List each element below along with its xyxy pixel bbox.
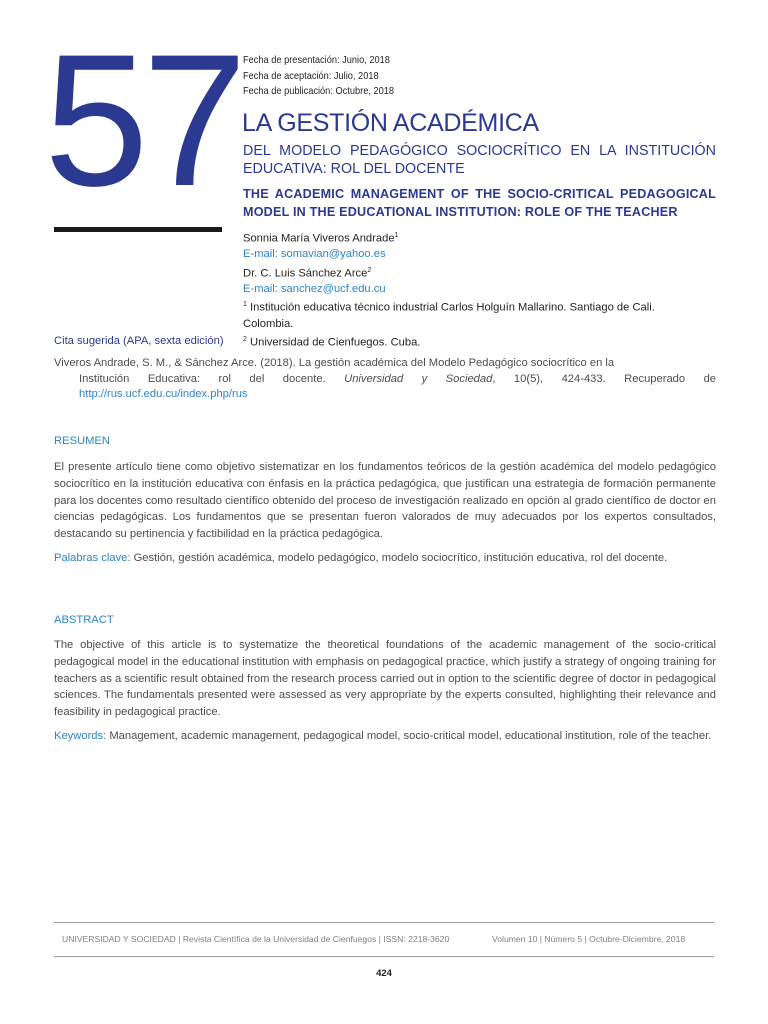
author-2	[243, 263, 713, 282]
affiliation-2-text: Universidad de Cienfuegos. Cuba.	[250, 336, 421, 349]
affiliation-1-marker: 1	[243, 301, 247, 309]
footer-rule-top	[54, 922, 714, 923]
author-1-name: Sonnia María Viveros Andrade	[243, 232, 395, 245]
article-number: 57	[44, 15, 242, 225]
author-2-email-label: E-mail:	[243, 282, 281, 295]
affiliation-1-line-2: Colombia.	[243, 317, 294, 330]
palabras-clave-text: Gestión, gestión académica, modelo pedagógico, modelo sociocrítico, institución educativa, rol del docente.	[133, 552, 668, 564]
affiliation-1	[243, 297, 713, 316]
palabras-clave-label: Palabras clave:	[54, 552, 134, 564]
author-1-email-line	[243, 247, 713, 263]
resumen-heading: RESUMEN	[54, 435, 110, 447]
citation-link[interactable]: http://rus.ucf.edu.cu/index.php/rus	[79, 388, 248, 400]
citation-text	[54, 356, 716, 403]
footer-rule-bottom	[54, 956, 714, 957]
author-1-affil-marker: 1	[394, 232, 399, 239]
dates-block	[243, 53, 415, 100]
citation-line-1: Viveros Andrade, S. M., & Sánchez Arce. (2018). La gestión académica del Modelo Pedagógico sociocrítico en la	[54, 357, 615, 369]
title-spanish-subtitle: DEL MODELO PEDAGÓGICO SOCIOCRÍTICO EN LA INSTITUCIÓN EDUCATIVA: ROL DEL DOCENTE	[243, 143, 716, 177]
resumen-paragraph: El presente artículo tiene como objetivo sistematizar en los fundamentos teóricos de la gestión académica del modelo pedagógico sociocrítico en la institución educativa con énfasis en la práctica pedagógica, que justifican una estrategia de formación permanente para los docentes como resultado científico obtenido del proceso de investigación realizado en opción al grado científico de doctor en ciencias pedagógicas. Los fundamentos que se presentan fueron valorados de muy adecuados por los expertos consultados, destacando su pertinencia y factibilidad en la práctica pedagógica.	[54, 461, 716, 541]
citation-line-2-pre: Institución Educativa: rol del docente.	[79, 372, 345, 385]
date-publication: Fecha de publicación: Octubre, 2018	[243, 85, 395, 97]
footer-journal-info: UNIVERSIDAD Y SOCIEDAD | Revista Científica de la Universidad de Cienfuegos | ISSN: 2218-3620	[62, 934, 450, 944]
keywords-label: Keywords:	[54, 730, 110, 742]
author-2-affil-marker: 2	[367, 266, 372, 274]
author-1-email-link[interactable]: somavian@yahoo.es	[280, 248, 386, 261]
author-1-email-label: E-mail:	[243, 248, 281, 261]
title-english: THE ACADEMIC MANAGEMENT OF THE SOCIO-CRITICAL PEDAGOGICAL MODEL IN THE EDUCATIONAL INSTITUTION: ROLE OF THE TEACHER	[243, 187, 716, 219]
keywords	[54, 728, 716, 745]
affiliation-1-line-1: Institución educativa técnico industrial Carlos Holguín Mallarino. Santiago de Cali.	[250, 302, 655, 315]
citation-continuation	[54, 372, 716, 403]
palabras-clave	[54, 550, 716, 567]
title-spanish-main: LA GESTIÓN ACADÉMICA	[242, 109, 539, 137]
citation-label: Cita sugerida (APA, sexta edición)	[54, 335, 224, 347]
authors-block	[243, 228, 713, 351]
footer-issue-info: Volumen 10 | Número 5 | Octubre-Diciembre, 2018	[492, 934, 686, 944]
author-2-name: Dr. C. Luis Sánchez Arce	[243, 267, 368, 280]
author-2-email-link[interactable]: sanchez@ucf.edu.cu	[280, 282, 386, 295]
date-acceptance: Fecha de aceptación: Julio, 2018	[243, 69, 379, 82]
date-submission: Fecha de presentación: Junio, 2018	[243, 54, 390, 66]
citation-line-2-post: , 10(5), 424-433. Recuperado de	[492, 372, 717, 385]
affiliation-2	[243, 332, 713, 351]
affiliation-2-marker: 2	[243, 336, 247, 344]
abstract-heading: ABSTRACT	[54, 614, 114, 626]
article-number-underline	[54, 227, 222, 232]
author-2-email-line	[243, 282, 713, 298]
page-number: 424	[376, 968, 392, 979]
author-1	[243, 228, 713, 247]
citation-journal: Universidad y Sociedad	[344, 372, 493, 385]
keywords-text: Management, academic management, pedagogical model, socio-critical model, educational institution, role of the teacher.	[109, 730, 712, 742]
abstract-paragraph: The objective of this article is to systematize the theoretical foundations of the academic management of the socio-critical pedagogical model in the educational institution with emphasis on pedagogical practice, which justify a strategy of ongoing training for teachers as a scientific result obtained from the research process carried out in option to the scientific degree of doctor in pedagogical sciences. The fundamentals presented were assessed as very appropriate by the experts consulted, highlighting their relevance and feasibility in pedagogical practice.	[54, 639, 716, 719]
